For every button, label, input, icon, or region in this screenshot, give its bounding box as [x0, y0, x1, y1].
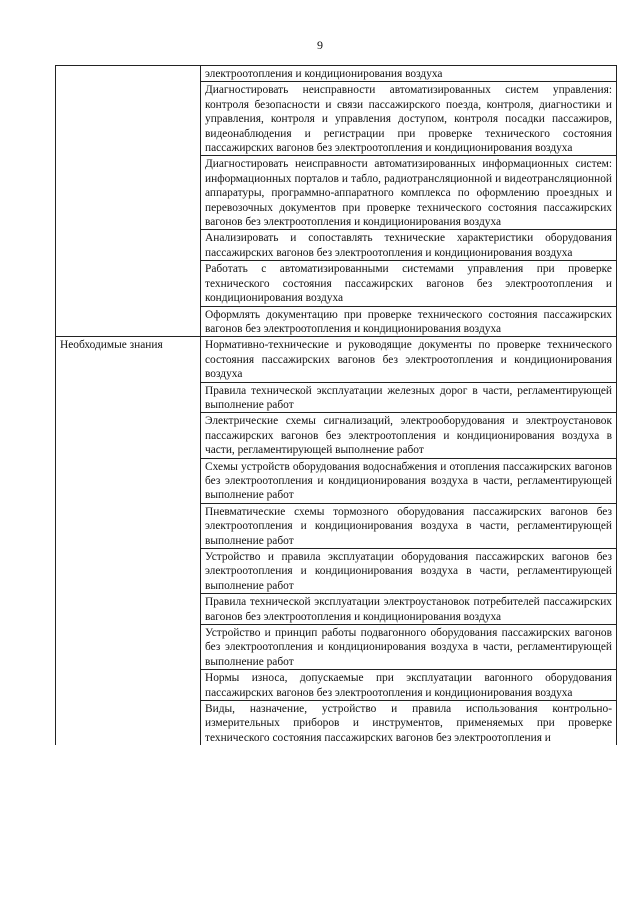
- table-row: [56, 156, 617, 230]
- row-content-cell: Правила технической эксплуатации железных дорог в части, регламентирующей выполнение работ: [201, 382, 617, 413]
- row-label-cell: [56, 413, 201, 458]
- table-row: [56, 382, 617, 413]
- row-content-cell: Электрические схемы сигнализаций, электрооборудования и электроустановок пассажирских вагонов без электроотопления и кондиционирования воздуха в части, регламентирующей выполнение работ: [201, 413, 617, 458]
- row-content-cell: Нормы износа, допускаемые при эксплуатации вагонного оборудования пассажирских вагонов без электроотопления и кондиционирования воздуха: [201, 670, 617, 701]
- table-row: [56, 66, 617, 82]
- row-content-cell: электроотопления и кондиционирования воздуха: [201, 66, 617, 82]
- row-label-cell: [56, 594, 201, 625]
- table-row: [56, 625, 617, 670]
- row-label-cell: [56, 156, 201, 230]
- table-row: [56, 503, 617, 548]
- row-content-cell: Правила технической эксплуатации электроустановок потребителей пассажирских вагонов без электроотопления и кондиционирования воздуха: [201, 594, 617, 625]
- table-row: [56, 413, 617, 458]
- table-row: [56, 670, 617, 701]
- row-content-cell: Оформлять документацию при проверке технического состояния пассажирских вагонов без электроотопления и кондиционирования воздуха: [201, 306, 617, 337]
- row-content-cell: Диагностировать неисправности автоматизированных систем управления: контроля безопасности и связи пассажирского поезда, контроля, диагностики и управления, контроля и управления доступом, контроля посадки пассажиров, видеонаблюдения и регистрации при проверке технического состояния пассажирских вагонов без электроотопления и кондиционирования воздуха: [201, 82, 617, 156]
- row-content-cell: Диагностировать неисправности автоматизированных информационных систем: информационных порталов и табло, радиотрансляционной и видеотрансляционной аппаратуры, программно-аппаратного комплекса по оформлению проездных и перевозочных документов при проверке технического состояния пассажирских вагонов без электроотопления и кондиционирования воздуха: [201, 156, 617, 230]
- row-label-cell: [56, 670, 201, 701]
- row-content-cell: Виды, назначение, устройство и правила использования контрольно-измерительных приборов и инструментов, применяемых при проверке технического состояния пассажирских вагонов без электроотопления и: [201, 701, 617, 746]
- table-body: [56, 66, 617, 746]
- row-content-cell: Пневматические схемы тормозного оборудования пассажирских вагонов без электроотопления и кондиционирования воздуха в части, регламентирующей выполнение работ: [201, 503, 617, 548]
- row-content-cell: Устройство и правила эксплуатации оборудования пассажирских вагонов без электроотопления и кондиционирования воздуха в части, регламентирующей выполнение работ: [201, 549, 617, 594]
- table-row: [56, 549, 617, 594]
- row-content-cell: Схемы устройств оборудования водоснабжения и отопления пассажирских вагонов без электроотопления и кондиционирования воздуха в части, регламентирующей выполнение работ: [201, 458, 617, 503]
- row-label-cell: [56, 261, 201, 306]
- table-row: [56, 594, 617, 625]
- row-label-cell: [56, 701, 201, 746]
- row-content-cell: Работать с автоматизированными системами управления при проверке технического состояния пассажирских вагонов без электроотопления и кондиционирования воздуха: [201, 261, 617, 306]
- row-label-cell: [56, 458, 201, 503]
- row-label-cell: [56, 625, 201, 670]
- table-row: [56, 337, 617, 382]
- row-label-cell: [56, 82, 201, 156]
- row-content-cell: Анализировать и сопоставлять технические характеристики оборудования пассажирских вагонов без электроотопления и кондиционирования воздуха: [201, 230, 617, 261]
- page-number: 9: [317, 38, 323, 52]
- row-label-cell: Необходимые знания: [56, 337, 201, 382]
- row-label-cell: [56, 503, 201, 548]
- table-row: [56, 306, 617, 337]
- table-row: [56, 82, 617, 156]
- row-content-cell: Устройство и принцип работы подвагонного оборудования пассажирских вагонов без электроотопления и кондиционирования воздуха в части, регламентирующей выполнение работ: [201, 625, 617, 670]
- skills-knowledge-table: [55, 65, 617, 745]
- row-label-cell: [56, 382, 201, 413]
- row-label-cell: [56, 230, 201, 261]
- table-row: [56, 458, 617, 503]
- row-label-cell: [56, 306, 201, 337]
- row-content-cell: Нормативно-технические и руководящие документы по проверке технического состояния пассажирских вагонов без электроотопления и кондиционирования воздуха: [201, 337, 617, 382]
- table-row: [56, 261, 617, 306]
- row-label-cell: [56, 66, 201, 82]
- row-label-cell: [56, 549, 201, 594]
- table-row: [56, 230, 617, 261]
- table-row: [56, 701, 617, 746]
